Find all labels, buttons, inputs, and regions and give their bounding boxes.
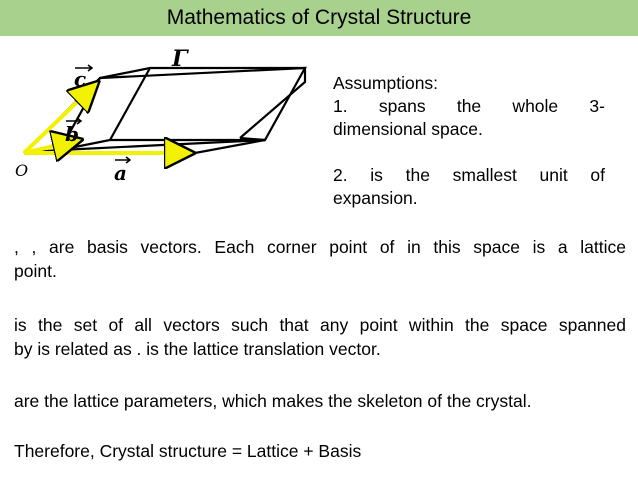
label-a: a: [114, 161, 127, 185]
label-origin: O: [15, 161, 29, 180]
paragraph-4-text: Therefore, Crystal structure = Lattice + Basis: [14, 441, 362, 461]
assumptions-block: [333, 72, 605, 210]
assumption-2-line-1: 2. is the smallest unit of: [333, 165, 605, 185]
assumption-2-line-2: expansion.: [333, 188, 418, 208]
basis-vectors-paragraph: [14, 236, 626, 283]
assumption-spacer: [333, 141, 605, 164]
parallelepiped-diagram: [0, 36, 330, 206]
label-c: c: [74, 67, 87, 91]
paragraph-1-line-1: , , are basis vectors. Each corner point of in this space is a lattice: [14, 237, 626, 257]
lattice-definition-paragraph: [14, 314, 626, 361]
assumptions-heading: Assumptions:: [333, 73, 439, 93]
label-a-group: [114, 157, 130, 185]
page-title: Mathematics of Crystal Structure: [166, 6, 472, 29]
label-gamma: Γ: [172, 46, 188, 72]
paragraph-1-line-2: point.: [14, 260, 57, 281]
title-bar: [0, 0, 638, 36]
label-b: b: [65, 122, 79, 146]
label-b-group: [65, 118, 81, 146]
paragraph-2-line-1: is the set of all vectors such that any point within the space spanned: [14, 315, 626, 335]
lattice-parameters-paragraph: [14, 390, 626, 414]
assumption-1-line-1: 1. spans the whole 3-: [333, 96, 605, 116]
conclusion-paragraph: [14, 440, 626, 464]
assumption-1-line-2: dimensional space.: [333, 119, 483, 139]
basis-vectors: [24, 83, 192, 153]
paragraph-2-line-2: by is related as . is the lattice translation vector.: [14, 338, 381, 359]
paragraph-3-text: are the lattice parameters, which makes the skeleton of the crystal.: [14, 391, 532, 411]
